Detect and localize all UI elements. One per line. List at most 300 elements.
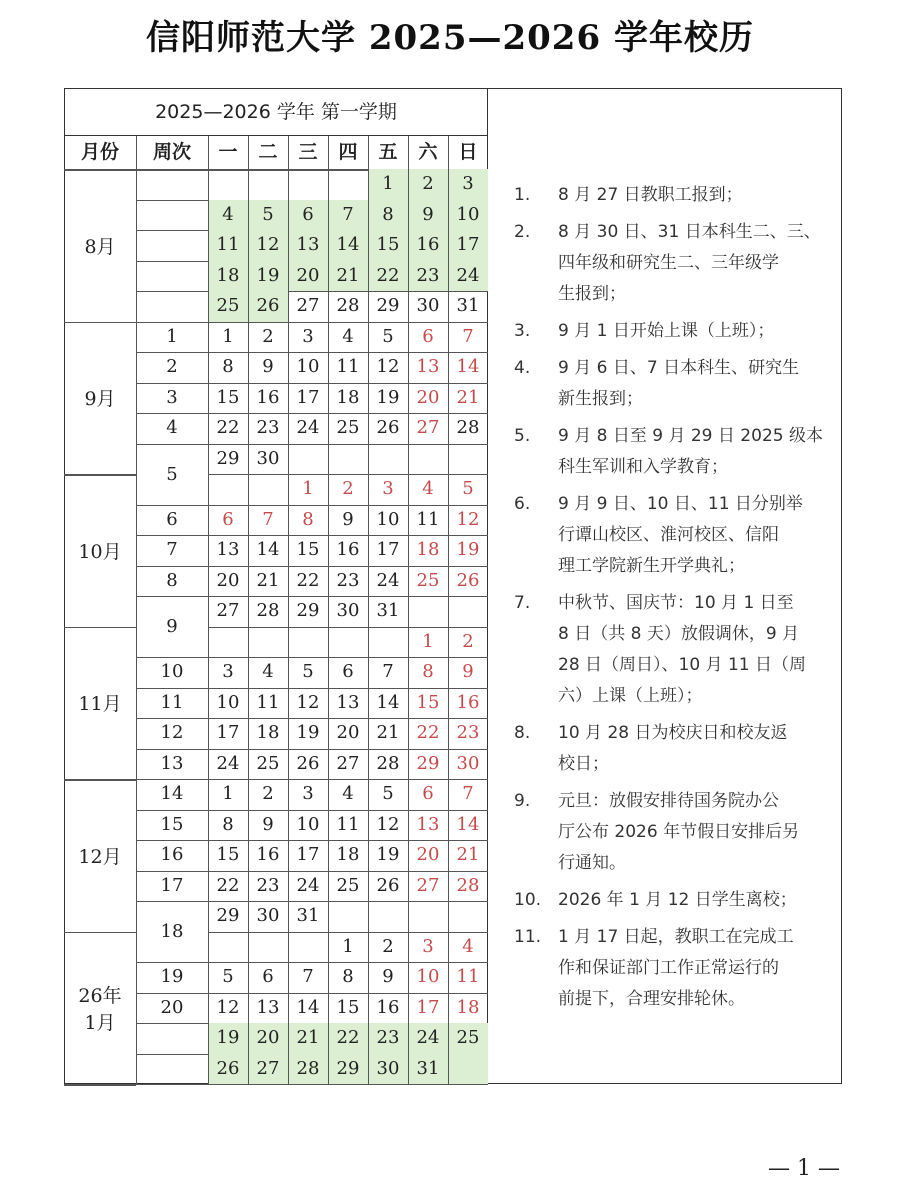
column-line — [208, 136, 209, 1084]
day-cell: 27 — [416, 417, 440, 438]
month-label: 11月 — [78, 693, 122, 716]
day-cell: 15 — [216, 386, 240, 408]
day-cell: 1 — [342, 935, 354, 957]
week-number: 16 — [160, 844, 184, 865]
note-number: 3. — [514, 321, 531, 341]
day-cell: 30 — [336, 600, 360, 621]
day-cell: 18 — [336, 844, 360, 865]
note-text — [558, 421, 840, 483]
day-cell: 28 — [456, 874, 480, 896]
day-cell: 8 — [342, 966, 354, 987]
column-line — [448, 136, 449, 1084]
day-cell: 16 — [376, 996, 400, 1018]
note-line: 9 月 9 日、10 日、11 日分别举 — [558, 494, 803, 514]
day-cell — [448, 596, 488, 627]
month-line — [64, 1084, 136, 1086]
day-cell: 24 — [296, 417, 320, 438]
column-line — [328, 136, 329, 1084]
day-cell: 11 — [256, 691, 280, 713]
day-cell: 30 — [256, 905, 280, 926]
note-number: 6. — [514, 494, 531, 514]
day-cell — [288, 932, 328, 963]
day-cell: 9 — [262, 356, 274, 377]
day-cell: 4 — [422, 478, 434, 499]
day-cell: 23 — [336, 569, 360, 591]
note-number: 8. — [514, 723, 531, 743]
day-cell: 19 — [456, 539, 480, 560]
day-cell: 13 — [416, 813, 440, 835]
day-cell: 6 — [288, 200, 328, 231]
note-number: 10. — [514, 890, 542, 910]
column-header: 日 — [458, 141, 478, 163]
day-cell: 13 — [336, 691, 360, 713]
week-number: 8 — [166, 569, 178, 591]
day-cell — [248, 474, 288, 505]
day-cell: 19 — [376, 844, 400, 865]
column-line — [368, 136, 369, 1084]
day-cell — [208, 932, 248, 963]
note-line: 8 月 30 日、31 日本科生二、三、 — [558, 222, 821, 242]
note-text — [558, 885, 840, 916]
day-cell: 17 — [296, 386, 320, 408]
day-cell — [248, 627, 288, 658]
note-number: 1. — [514, 185, 531, 205]
note-text — [558, 180, 840, 211]
day-cell: 15 — [216, 844, 240, 865]
day-cell: 29 — [216, 905, 240, 926]
day-cell: 13 — [416, 356, 440, 377]
day-cell — [248, 169, 288, 200]
week-number: 2 — [166, 356, 178, 377]
day-cell: 8 — [222, 356, 234, 377]
day-cell: 29 — [216, 447, 240, 469]
week-number: 7 — [166, 539, 178, 560]
day-cell: 31 — [376, 600, 400, 621]
day-cell: 31 — [408, 1054, 448, 1085]
day-cell: 14 — [256, 539, 280, 560]
day-cell: 16 — [408, 230, 448, 261]
day-cell — [368, 901, 408, 932]
day-cell: 14 — [456, 813, 480, 835]
day-cell — [248, 932, 288, 963]
page-title: 信阳师范大学 2025—2026 学年校历 — [146, 18, 754, 58]
note-line: 四年级和研究生二、三年级学 — [558, 253, 779, 273]
note-item — [500, 316, 840, 347]
day-cell: 23 — [368, 1023, 408, 1054]
day-cell — [288, 444, 328, 475]
day-cell: 7 — [262, 508, 274, 530]
day-cell: 18 — [456, 996, 480, 1018]
note-line: 科生军训和入学教育； — [558, 457, 728, 477]
week-number — [136, 261, 208, 292]
day-cell: 2 — [262, 783, 274, 804]
week-number: 9 — [166, 616, 178, 637]
note-text — [558, 489, 840, 582]
day-cell: 17 — [216, 722, 240, 743]
day-cell: 25 — [256, 752, 280, 774]
day-cell: 9 — [408, 200, 448, 231]
day-cell: 23 — [408, 261, 448, 292]
note-text — [558, 353, 840, 415]
day-cell: 29 — [416, 752, 440, 774]
day-cell: 25 — [448, 1023, 488, 1054]
note-line: 9 月 1 日开始上课（上班）； — [558, 321, 775, 341]
week-number: 4 — [166, 417, 178, 438]
note-item — [500, 588, 840, 712]
day-cell: 8 — [302, 508, 314, 530]
week-number: 5 — [166, 463, 178, 485]
day-cell: 17 — [416, 996, 440, 1018]
day-cell: 3 — [302, 325, 314, 347]
day-cell: 25 — [336, 417, 360, 438]
day-cell: 22 — [296, 569, 320, 591]
day-cell: 15 — [368, 230, 408, 261]
note-line: 行通知。 — [558, 853, 626, 873]
note-item — [500, 353, 840, 415]
day-cell — [448, 444, 488, 475]
day-cell: 4 — [462, 935, 474, 957]
week-number: 17 — [160, 874, 184, 896]
note-line: 9 月 6 日、7 日本科生、研究生 — [558, 358, 800, 378]
day-cell: 11 — [336, 356, 360, 377]
month-label: 9月 — [84, 388, 116, 411]
day-cell: 4 — [262, 661, 274, 682]
week-line — [136, 1084, 208, 1085]
note-line: 元旦：放假安排待国务院办公 — [558, 791, 779, 811]
day-cell: 5 — [382, 783, 394, 804]
day-cell: 20 — [248, 1023, 288, 1054]
note-number: 7. — [514, 593, 531, 613]
day-cell: 27 — [248, 1054, 288, 1085]
day-cell: 16 — [256, 844, 280, 865]
day-cell: 6 — [262, 966, 274, 987]
day-cell: 4 — [208, 200, 248, 231]
day-cell: 9 — [462, 661, 474, 682]
day-cell — [288, 627, 328, 658]
day-cell: 7 — [382, 661, 394, 682]
day-cell — [448, 1054, 488, 1085]
day-cell: 17 — [376, 539, 400, 560]
note-text — [558, 217, 840, 310]
day-cell: 17 — [296, 844, 320, 865]
day-cell: 20 — [216, 569, 240, 591]
row-line — [208, 1084, 488, 1085]
day-cell: 5 — [462, 478, 474, 499]
week-number: 1 — [166, 325, 178, 347]
day-cell: 30 — [256, 447, 280, 469]
day-cell: 28 — [456, 417, 480, 438]
day-cell: 28 — [256, 600, 280, 621]
day-cell: 6 — [342, 661, 354, 682]
day-cell: 9 — [382, 966, 394, 987]
semester-title: 2025—2026 学年 第一学期 — [64, 88, 488, 136]
day-cell: 18 — [416, 539, 440, 560]
column-header: 三 — [298, 141, 318, 163]
day-cell: 16 — [256, 386, 280, 408]
day-cell: 24 — [448, 261, 488, 292]
day-cell — [368, 444, 408, 475]
day-cell: 27 — [216, 600, 240, 621]
day-cell: 2 — [382, 935, 394, 957]
day-cell — [328, 169, 368, 200]
note-item — [500, 922, 840, 1015]
day-cell: 3 — [222, 661, 234, 682]
note-number: 11. — [514, 927, 542, 947]
note-item — [500, 885, 840, 916]
day-cell: 4 — [342, 783, 354, 804]
month-label: 26年 1月 — [78, 984, 122, 1034]
column-header: 四 — [338, 141, 358, 163]
column-line — [136, 136, 137, 1084]
week-number: 14 — [160, 783, 184, 804]
note-line: 中秋节、国庆节：10 月 1 日至 — [558, 593, 794, 613]
note-text — [558, 316, 840, 347]
day-cell: 12 — [216, 996, 240, 1018]
day-cell: 21 — [376, 722, 400, 743]
month-label: 10月 — [78, 540, 122, 563]
day-cell — [448, 901, 488, 932]
day-cell: 26 — [296, 752, 320, 774]
day-cell: 27 — [336, 752, 360, 774]
day-cell: 28 — [288, 1054, 328, 1085]
day-cell: 2 — [342, 478, 354, 499]
day-cell: 25 — [416, 569, 440, 591]
day-cell: 10 — [416, 966, 440, 987]
day-cell: 8 — [368, 200, 408, 231]
column-header: 五 — [378, 141, 398, 163]
note-text — [558, 588, 840, 712]
day-cell: 31 — [456, 295, 480, 316]
day-cell: 6 — [422, 325, 434, 347]
day-cell: 22 — [216, 417, 240, 438]
day-cell: 3 — [382, 478, 394, 499]
day-cell: 11 — [336, 813, 360, 835]
day-cell: 24 — [408, 1023, 448, 1054]
note-line: 10 月 28 日为校庆日和校友返 — [558, 723, 788, 743]
note-number: 9. — [514, 791, 531, 811]
day-cell: 27 — [416, 874, 440, 896]
page-number: — 1 — — [768, 1156, 840, 1181]
note-number: 5. — [514, 426, 531, 446]
week-number: 3 — [166, 386, 178, 408]
day-cell: 13 — [256, 996, 280, 1018]
week-number — [136, 200, 208, 231]
day-cell: 15 — [416, 691, 440, 713]
day-cell — [408, 901, 448, 932]
day-cell: 1 — [222, 325, 234, 347]
note-text — [558, 786, 840, 879]
week-number — [136, 291, 208, 322]
day-cell: 1 — [368, 169, 408, 200]
day-cell: 12 — [296, 691, 320, 713]
day-cell: 15 — [336, 996, 360, 1018]
note-text — [558, 922, 840, 1015]
note-item — [500, 718, 840, 780]
day-cell: 22 — [328, 1023, 368, 1054]
day-cell: 29 — [376, 295, 400, 316]
day-cell — [208, 627, 248, 658]
note-item — [500, 421, 840, 483]
note-text — [558, 718, 840, 780]
day-cell: 7 — [328, 200, 368, 231]
day-cell — [368, 627, 408, 658]
note-item — [500, 786, 840, 879]
week-number: 12 — [160, 722, 184, 743]
day-cell — [408, 596, 448, 627]
note-line: 8 月 27 日教职工报到； — [558, 185, 743, 205]
day-cell: 25 — [208, 291, 248, 322]
week-number — [136, 1054, 208, 1085]
day-cell: 22 — [416, 722, 440, 743]
day-cell: 1 — [302, 478, 314, 499]
day-cell: 23 — [456, 722, 480, 743]
day-cell: 2 — [408, 169, 448, 200]
day-cell: 9 — [262, 813, 274, 835]
day-cell: 22 — [368, 261, 408, 292]
note-line: 前提下，合理安排轮休。 — [558, 989, 745, 1009]
day-cell: 3 — [448, 169, 488, 200]
week-number: 19 — [160, 966, 184, 987]
day-cell: 20 — [336, 722, 360, 743]
note-line: 8 日（共 8 天）放假调休，9 月 — [558, 624, 800, 644]
note-line: 28 日（周日）、10 月 11 日（周 — [558, 655, 807, 675]
note-line: 1 月 17 日起，教职工在完成工 — [558, 927, 794, 947]
day-cell: 1 — [222, 783, 234, 804]
day-cell: 21 — [456, 844, 480, 865]
day-cell: 20 — [416, 386, 440, 408]
day-cell: 10 — [376, 508, 400, 530]
day-cell: 8 — [422, 661, 434, 682]
day-cell: 3 — [302, 783, 314, 804]
day-cell: 22 — [216, 874, 240, 896]
day-cell — [328, 444, 368, 475]
month-label: 12月 — [78, 845, 122, 868]
day-cell: 13 — [216, 539, 240, 560]
day-cell: 12 — [376, 813, 400, 835]
column-line — [288, 136, 289, 1084]
day-cell — [208, 474, 248, 505]
day-cell: 13 — [288, 230, 328, 261]
day-cell: 19 — [376, 386, 400, 408]
day-cell: 10 — [296, 356, 320, 377]
week-number: 15 — [160, 813, 184, 835]
day-cell: 25 — [336, 874, 360, 896]
day-cell: 19 — [208, 1023, 248, 1054]
day-cell: 4 — [342, 325, 354, 347]
day-cell: 26 — [376, 874, 400, 896]
day-cell: 1 — [422, 630, 434, 652]
week-number — [136, 169, 208, 200]
day-cell: 14 — [456, 356, 480, 377]
day-cell: 9 — [342, 508, 354, 530]
day-cell — [328, 627, 368, 658]
day-cell — [408, 444, 448, 475]
day-cell: 20 — [288, 261, 328, 292]
note-line: 校日； — [558, 754, 609, 774]
day-cell: 14 — [296, 996, 320, 1018]
day-cell: 5 — [222, 966, 234, 987]
week-number: 10 — [160, 661, 184, 682]
note-number: 4. — [514, 358, 531, 378]
day-cell: 30 — [416, 295, 440, 316]
column-header: 二 — [258, 141, 278, 163]
day-cell: 5 — [302, 661, 314, 682]
day-cell: 12 — [248, 230, 288, 261]
day-cell: 27 — [296, 295, 320, 316]
day-cell: 5 — [382, 325, 394, 347]
day-cell: 12 — [456, 508, 480, 530]
day-cell: 24 — [296, 874, 320, 896]
day-cell: 24 — [376, 569, 400, 591]
day-cell: 12 — [376, 356, 400, 377]
note-line: 生报到； — [558, 284, 626, 304]
week-number: 6 — [166, 508, 178, 530]
week-number — [136, 1023, 208, 1054]
day-cell: 29 — [328, 1054, 368, 1085]
day-cell: 16 — [456, 691, 480, 713]
day-cell: 26 — [248, 291, 288, 322]
column-header: 六 — [418, 141, 438, 163]
day-cell: 18 — [208, 261, 248, 292]
day-cell: 11 — [456, 966, 480, 987]
day-cell: 19 — [248, 261, 288, 292]
day-cell: 2 — [462, 630, 474, 652]
day-cell: 20 — [416, 844, 440, 865]
day-cell — [328, 901, 368, 932]
day-cell: 11 — [416, 508, 440, 530]
day-cell: 18 — [256, 722, 280, 743]
day-cell: 17 — [448, 230, 488, 261]
column-header: 周次 — [152, 141, 191, 163]
day-cell: 10 — [296, 813, 320, 835]
day-cell: 6 — [222, 508, 234, 530]
note-item — [500, 489, 840, 582]
day-cell: 21 — [256, 569, 280, 591]
column-header: 月份 — [80, 141, 119, 163]
day-cell: 19 — [296, 722, 320, 743]
day-cell: 26 — [376, 417, 400, 438]
day-cell: 24 — [216, 752, 240, 774]
day-cell: 31 — [296, 905, 320, 926]
column-line — [248, 136, 249, 1084]
day-cell — [288, 169, 328, 200]
note-line: 厅公布 2026 年节假日安排后另 — [558, 822, 800, 842]
day-cell — [208, 169, 248, 200]
day-cell: 16 — [336, 539, 360, 560]
note-item — [500, 217, 840, 310]
day-cell: 23 — [256, 417, 280, 438]
day-cell: 30 — [368, 1054, 408, 1085]
day-cell: 14 — [328, 230, 368, 261]
day-cell: 30 — [456, 752, 480, 774]
note-line: 理工学院新生开学典礼； — [558, 556, 745, 576]
day-cell: 18 — [336, 386, 360, 408]
day-cell: 21 — [328, 261, 368, 292]
week-number: 20 — [160, 996, 184, 1018]
note-line: 9 月 8 日至 9 月 29 日 2025 级本 — [558, 426, 823, 446]
note-line: 六）上课（上班）； — [558, 686, 703, 706]
week-number — [136, 230, 208, 261]
day-cell: 11 — [208, 230, 248, 261]
note-item — [500, 180, 840, 211]
day-cell: 28 — [376, 752, 400, 774]
day-cell: 7 — [302, 966, 314, 987]
day-cell: 2 — [262, 325, 274, 347]
week-number: 11 — [160, 691, 184, 713]
day-cell: 6 — [422, 783, 434, 804]
day-cell: 3 — [422, 935, 434, 957]
week-number: 18 — [160, 921, 184, 942]
